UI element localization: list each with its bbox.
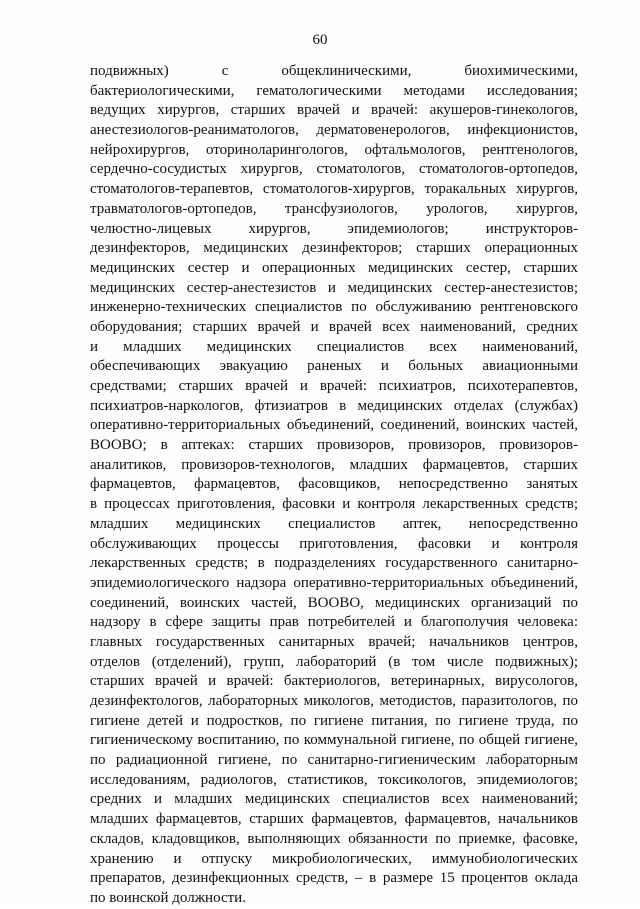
text-line: старших врачей и врачей: бактериологов, ветеринарных, вирусологов,: [90, 673, 578, 690]
text-line: обеспечивающих эвакуацию раненых и больных авиационными: [90, 358, 578, 375]
body-text: [90, 62, 578, 909]
text-line: в процессах приготовления, фасовки и контроля лекарственных средств;: [90, 496, 578, 513]
text-line: средних и младших медицинских специалистов всех наименований;: [90, 791, 578, 808]
text-line: инженерно-технических специалистов по обслуживанию рентгеновского: [90, 299, 578, 316]
text-line: препаратов, дезинфекционных средств, – в размере 15 процентов оклада: [90, 870, 578, 887]
text-line: оборудования; старших врачей и врачей всех наименований, средних: [90, 318, 578, 335]
text-line: гигиеническому воспитанию, по коммунальной гигиене, по общей гигиене,: [90, 732, 578, 749]
text-line: аналитиков, провизоров-технологов, младших фармацевтов, старших: [90, 456, 578, 473]
text-line: эпидемиологического надзора оперативно-территориальных объединений,: [90, 574, 578, 591]
text-line: лекарственных средств; в подразделениях государственного санитарно-: [90, 555, 578, 572]
text-line: сердечно-сосудистых хирургов, стоматологов, стоматологов-ортопедов,: [90, 161, 578, 178]
text-line: подвижных) с общеклиническими, биохимическими,: [90, 63, 578, 79]
text-line: ведущих хирургов, старших врачей и врачей: акушеров-гинекологов,: [90, 102, 578, 119]
text-line: обслуживающих процессы приготовления, фасовки и контроля: [90, 535, 578, 552]
text-line: хранению и отпуску микробиологических, иммунобиологических: [90, 850, 578, 867]
text-line: медицинских сестер и операционных медицинских сестер, старших: [90, 259, 578, 276]
text-line: дезинфекторов, медицинских дезинфекторов; старших операционных: [90, 240, 578, 257]
text-line: челюстно-лицевых хирургов, эпидемиологов; инструкторов-: [90, 220, 578, 237]
text-line: бактериологическими, гематологическими методами исследования;: [90, 82, 578, 99]
text-line: младших фармацевтов, старших фармацевтов, фармацевтов, начальников: [90, 811, 578, 828]
text-line: гигиене детей и подростков, по гигиене питания, по гигиене труда, по: [90, 712, 578, 729]
text-line: анестезиологов-реаниматологов, дерматовенерологов, инфекционистов,: [90, 122, 578, 139]
text-line: надзору в сфере защиты прав потребителей и благополучия человека:: [90, 614, 578, 631]
page-number: 60: [312, 32, 328, 48]
text-line: по радиационной гигиене, по санитарно-гигиеническим лабораторным: [90, 752, 578, 769]
text-line: ВООВО; в аптеках: старших провизоров, провизоров, провизоров-: [90, 437, 578, 454]
text-line: травматологов-ортопедов, трансфузиологов, урологов, хирургов,: [90, 200, 578, 217]
text-line: оперативно-территориальных объединений, соединений, воинских частей,: [90, 417, 578, 434]
text-line: и младших медицинских специалистов всех наименований,: [90, 338, 578, 355]
text-line: главных государственных санитарных врачей; начальников центров,: [90, 633, 578, 650]
text-line: средствами; старших врачей и врачей: психиатров, психотерапевтов,: [90, 378, 578, 394]
text-line: дезинфектологов, лабораторных микологов, методистов, паразитологов, по: [90, 693, 578, 709]
text-line: исследованиям, радиологов, статистиков, токсикологов, эпидемиологов;: [90, 771, 578, 788]
text-line: психиатров-наркологов, фтизиатров в медицинских отделах (службах): [90, 397, 578, 414]
text-line: медицинских сестер-анестезистов и медицинских сестер-анестезистов;: [90, 279, 578, 296]
text-line: складов, кладовщиков, выполняющих обязанности по приемке, фасовке,: [90, 830, 578, 847]
text-line: младших медицинских специалистов аптек, непосредственно: [90, 515, 578, 532]
text-line: отделов (отделений), групп, лабораторий (в том числе подвижных);: [90, 653, 578, 670]
text-line: по воинской должности.: [90, 889, 246, 906]
text-line: соединений, воинских частей, ВООВО, медицинских организаций по: [90, 594, 578, 611]
text-line: стоматологов-терапевтов, стоматологов-хирургов, торакальных хирургов,: [90, 181, 578, 198]
text-line: фармацевтов, фармацевтов, фасовщиков, непосредственно занятых: [90, 476, 578, 493]
text-line: нейрохирургов, оториноларингологов, офтальмологов, рентгенологов,: [90, 141, 578, 158]
